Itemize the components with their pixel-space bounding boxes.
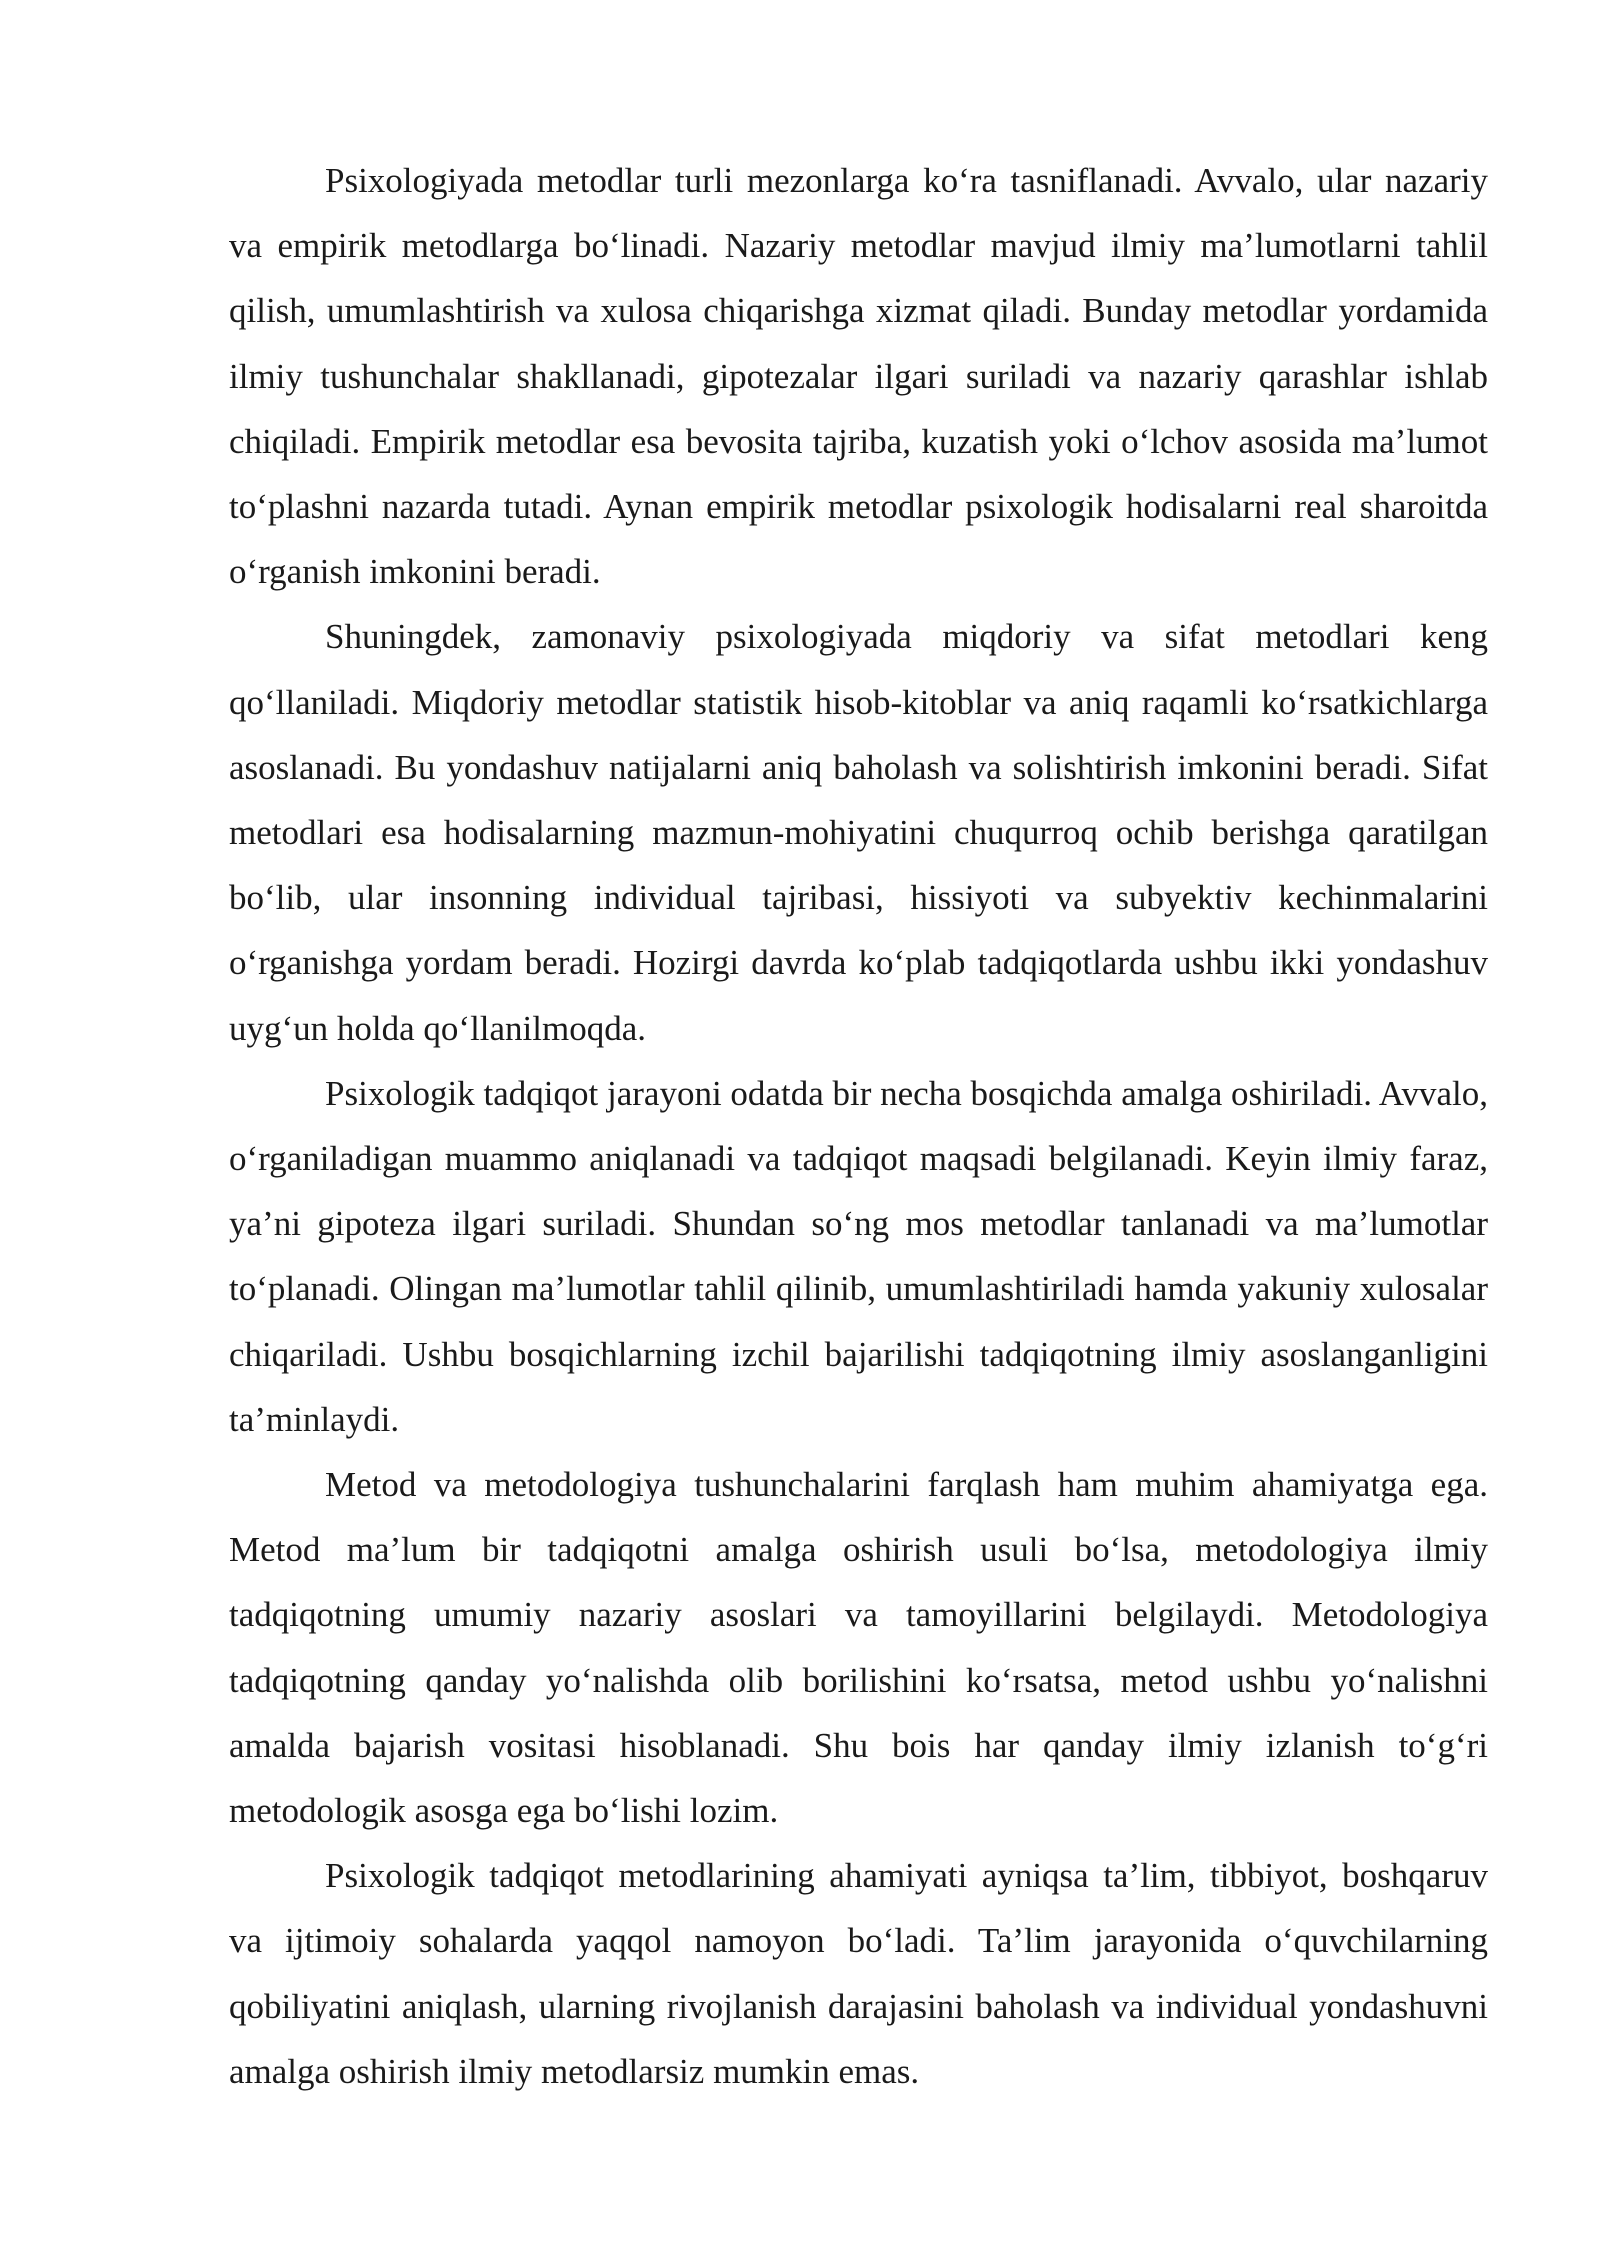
document-body [229,148,1488,2104]
paragraph-4: Metod va metodologiya tushunchalarini farqlash ham muhim ahamiyatga ega. Metod ma’lum bir tadqiqotni amalga oshirish usuli bo‘lsa, metodologiya ilmiy tadqiqotning umumiy nazariy asoslari va tamoyillarini belgilaydi. Metodologiya tadqiqotning qanday yo‘nalishda olib borilishini ko‘rsatsa, metod ushbu yo‘nalishni amalda bajarish vositasi hisoblanadi. Shu bois har qanday ilmiy izlanish to‘g‘ri metodologik asosga ega bo‘lishi lozim. [229,1465,1488,1831]
paragraph-3: Psixologik tadqiqot jarayoni odatda bir necha bosqichda amalga oshiriladi. Avvalo, o‘rganiladigan muammo aniqlanadi va tadqiqot maqsadi belgilanadi. Keyin ilmiy faraz, ya’ni gipoteza ilgari suriladi. Shundan so‘ng mos metodlar tanlanadi va ma’lumotlar to‘planadi. Olingan ma’lumotlar tahlil qilinib, umumlashtiriladi hamda yakuniy xulosalar chiqariladi. Ushbu bosqichlarning izchil bajarilishi tadqiqotning ilmiy asoslanganligini ta’minlaydi. [229,1073,1488,1439]
paragraph-2: Shuningdek, zamonaviy psixologiyada miqdoriy va sifat metodlari keng qo‘llaniladi. Miqdoriy metodlar statistik hisob-kitoblar va aniq raqamli ko‘rsatkichlarga asoslanadi. Bu yondashuv natijalarni aniq baholash va solishtirish imkonini beradi. Sifat metodlari esa hodisalarning mazmun-mohiyatini chuqurroq ochib berishga qaratilgan bo‘lib, ular insonning individual tajribasi, hissiyoti va subyektiv kechinmalarini o‘rganishga yordam beradi. Hozirgi davrda ko‘plab tadqiqotlarda ushbu ikki yondashuv uyg‘un holda qo‘llanilmoqda. [229,617,1488,1048]
paragraph-1: Psixologiyada metodlar turli mezonlarga ko‘ra tasniflanadi. Avvalo, ular nazariy va empirik metodlarga bo‘linadi. Nazariy metodlar mavjud ilmiy ma’lumotlarni tahlil qilish, umumlashtirish va xulosa chiqarishga xizmat qiladi. Bunday metodlar yordamida ilmiy tushunchalar shakllanadi, gipotezalar ilgari suriladi va nazariy qarashlar ishlab chiqiladi. Empirik metodlar esa bevosita tajriba, kuzatish yoki o‘lchov asosida ma’lumot to‘plashni nazarda tutadi. Aynan empirik metodlar psixologik hodisalarni real sharoitda o‘rganish imkonini beradi. [229,161,1488,592]
paragraph-5: Psixologik tadqiqot metodlarining ahamiyati ayniqsa ta’lim, tibbiyot, boshqaruv va ijtimoiy sohalarda yaqqol namoyon bo‘ladi. Ta’lim jarayonida o‘quvchilarning qobiliyatini aniqlash, ularning rivojlanish darajasini baholash va individual yondashuvni amalga oshirish ilmiy metodlarsiz mumkin emas. [229,1856,1488,2091]
